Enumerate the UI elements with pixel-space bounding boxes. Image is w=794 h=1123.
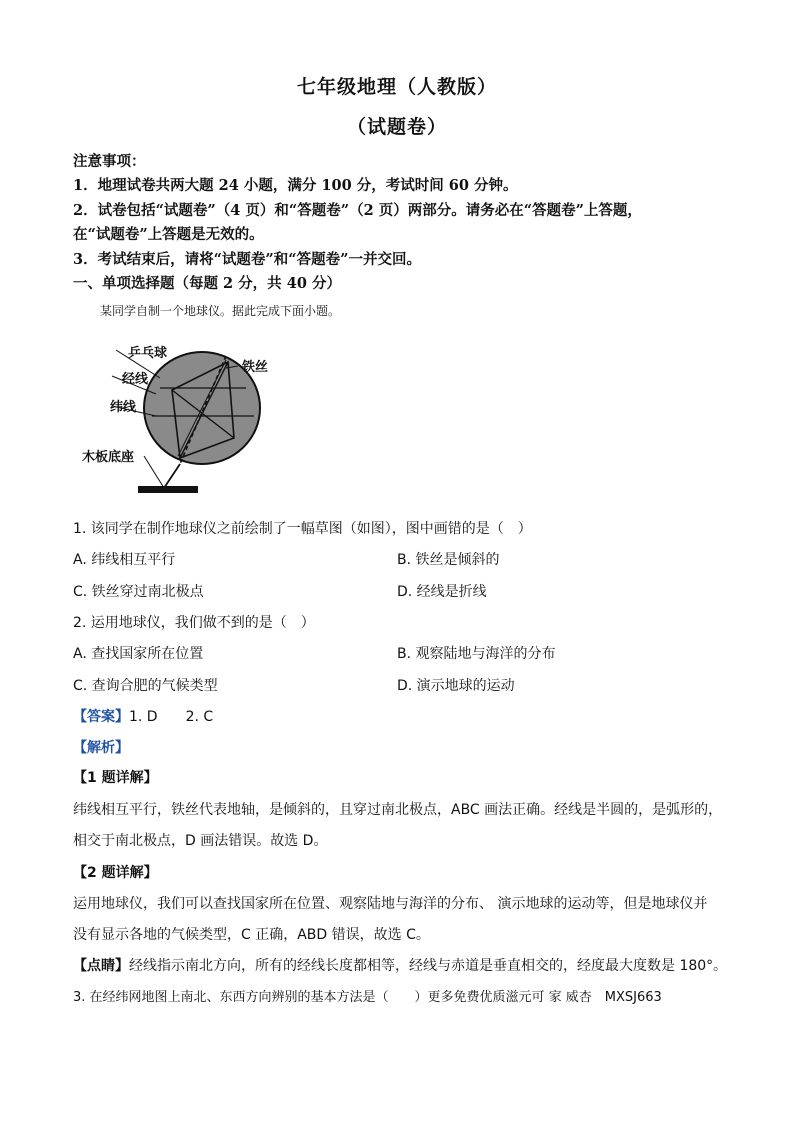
question-1-stem: 1. 该同学在制作地球仪之前绘制了一幅草图（如图），图中画错的是（ ）	[73, 521, 532, 537]
detail-2-line-2: 没有显示各地的气候类型，C 正确，ABD 错误，故选 C。	[73, 927, 430, 943]
tip-tag: 【点睛】	[73, 958, 129, 974]
q2-option-c: C. 查询合肥的气候类型	[73, 678, 218, 694]
question-2-stem: 2. 运用地球仪，我们做不到的是（ ）	[73, 615, 315, 631]
globe-sketch	[76, 338, 306, 503]
q1-option-b: B. 铁丝是倾斜的	[397, 552, 500, 568]
note-item-2-cont: 在“试题卷”上答题是无效的。	[73, 226, 264, 243]
note-item-2: 2．试卷包括“试题卷”（4 页）和“答题卷”（2 页）两部分。请务必在“答题卷”上答题，	[73, 202, 642, 219]
figure-label-pingpong: 乒乓球	[128, 346, 168, 361]
tip-line	[73, 955, 727, 975]
q1-option-a: A. 纬线相互平行	[73, 552, 176, 568]
q1-option-d: D. 经线是折线	[397, 584, 487, 600]
page-title: 七年级地理（人教版）	[296, 76, 497, 98]
q2-option-b: B. 观察陆地与海洋的分布	[397, 646, 556, 662]
figure-label-parallel: 纬线	[110, 400, 137, 415]
section-1-heading: 一、单项选择题（每题 2 分，共 40 分）	[73, 275, 341, 292]
q2-option-d: D. 演示地球的运动	[397, 678, 515, 694]
figure-label-wire: 铁丝	[242, 360, 269, 375]
note-item-3: 3．考试结束后，请将“试题卷”和“答题卷”一并交回。	[73, 251, 421, 268]
section-1-intro: 某同学自制一个地球仪。据此完成下面小题。	[100, 304, 341, 318]
answer-line	[73, 706, 213, 726]
figure-label-base: 木板底座	[82, 450, 135, 465]
answer-text: 1. D 2. C	[129, 709, 214, 725]
q2-option-a: A. 查找国家所在位置	[73, 646, 204, 662]
notes-heading: 注意事项：	[73, 153, 146, 170]
globe-diagram	[76, 338, 306, 503]
question-3-stem: 3. 在经纬网地图上南北、东西方向辨别的基本方法是（ ）更多免费优质滋元可 家 威杏 MXSJ663	[73, 990, 662, 1005]
page-subtitle: （试题卷）	[346, 116, 447, 138]
detail-1-line-2: 相交于南北极点，D 画法错误。故选 D。	[73, 833, 328, 849]
q1-option-c: C. 铁丝穿过南北极点	[73, 584, 204, 600]
note-item-1: 1．地理试卷共两大题 24 小题，满分 100 分，考试时间 60 分钟。	[73, 177, 518, 194]
tip-text: 经线指示南北方向，所有的经线长度都相等，经线与赤道是垂直相交的，经度最大度数是 180°。	[129, 958, 728, 974]
detail-1-line-1: 纬线相互平行，铁丝代表地轴，是倾斜的，且穿过南北极点，ABC 画法正确。经线是半圆的，是弧形的，	[73, 802, 723, 818]
figure-label-meridian: 经线	[122, 372, 149, 387]
analysis-tag: 【解析】	[73, 740, 129, 756]
detail-1-tag: 【1 题详解】	[73, 770, 158, 786]
answer-tag: 【答案】	[73, 709, 129, 725]
detail-2-tag: 【2 题详解】	[73, 865, 158, 881]
wooden-base	[138, 486, 198, 493]
detail-2-line-1: 运用地球仪，我们可以查找国家所在位置、观察陆地与海洋的分布、 演示地球的运动等，但是地球仪并	[73, 896, 708, 912]
